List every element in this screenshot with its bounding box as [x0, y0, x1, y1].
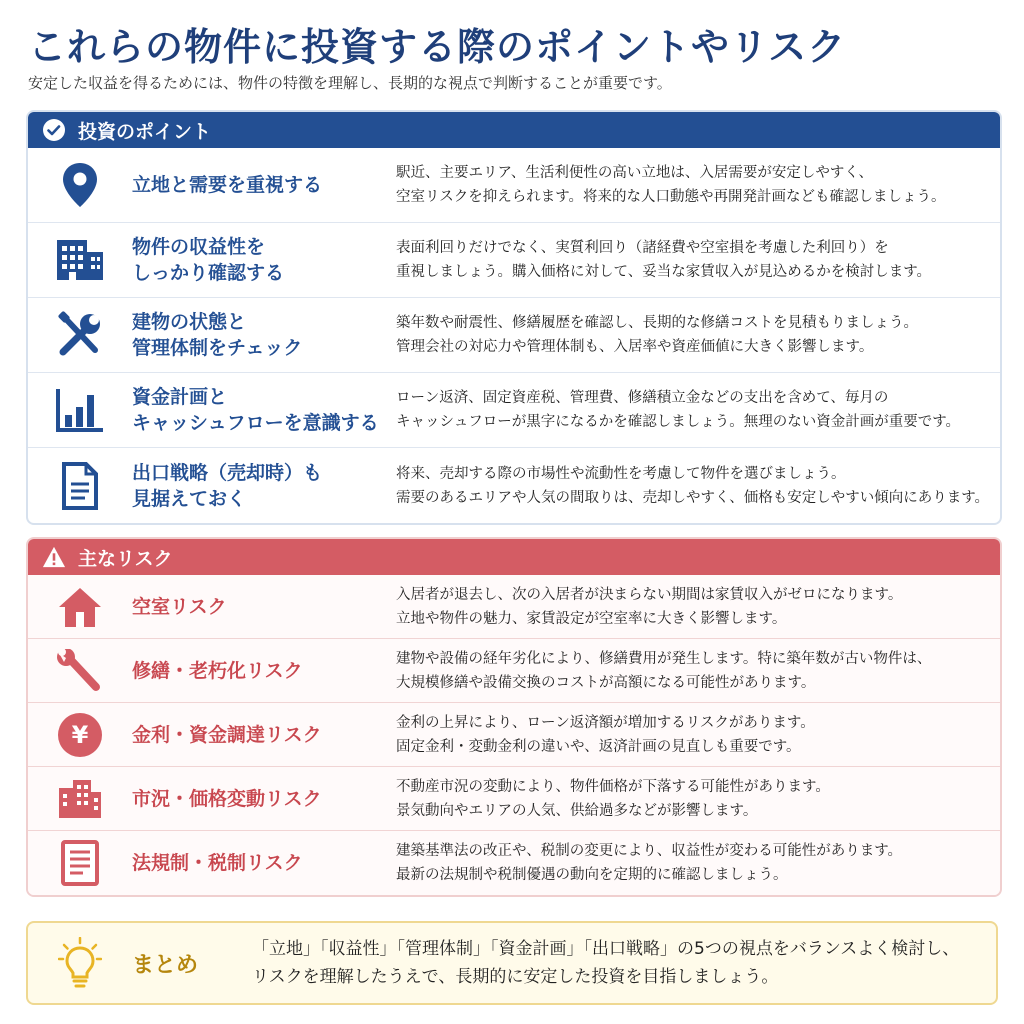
risk-row [28, 575, 1000, 639]
svg-text:¥: ¥ [71, 720, 89, 749]
investment-points-title: 投資のポイント [78, 120, 212, 143]
point-desc: 駅近、主要エリア、生活利便性の高い立地は、入居需要が安定しやすく、 空室リスクを抑えられます。将来的な人口動態や再開発計画なども確認しましょう。 [396, 165, 946, 205]
risk-title: 修繕・老朽化リスク [132, 659, 303, 682]
building-icon [28, 238, 132, 282]
risk-desc: 金利の上昇により、ローン返済額が増加するリスクがあります。 固定金利・変動金利の違いや、返済計画の見直しも重要です。 [396, 714, 815, 755]
building-icon [28, 778, 132, 820]
wrench-icon [28, 649, 132, 693]
point-row [28, 298, 1000, 373]
location-pin-icon [28, 161, 132, 209]
point-row [28, 223, 1000, 298]
risk-row [28, 767, 1000, 831]
summary-title: まとめ [132, 952, 199, 978]
page-title: これらの物件に投資する際のポイントやリスク [28, 25, 847, 69]
risk-row [28, 639, 1000, 703]
bar-chart-icon [28, 387, 132, 433]
lightbulb-icon [28, 937, 132, 989]
risk-desc: 建築基準法の改正や、税制の変更により、収益性が変わる可能性があります。 最新の法規制や税制優遇の動向を定期的に確認しましょう。 [396, 843, 903, 883]
point-desc: 将来、売却する際の市場性や流動性を考慮して物件を選びましょう。 需要のあるエリアや人気の間取りは、売却しやすく、価格も安定しやすい傾向にあります。 [396, 465, 990, 506]
risk-title: 市況・価格変動リスク [132, 787, 322, 810]
risk-row [28, 831, 1000, 895]
check-circle-icon [42, 118, 66, 142]
risk-desc: 入居者が退去し、次の入居者が決まらない期間は家賃収入がゼロになります。 立地や物件の魅力、家賃設定が空室率に大きく影響します。 [396, 586, 903, 627]
house-icon [28, 585, 132, 629]
document-icon [28, 462, 132, 510]
point-desc: ローン返済、固定資産税、管理費、修繕積立金などの支出を含めて、毎月の キャッシュフローが黒字になるかを確認しましょう。無理のない資金計画が重要です。 [396, 390, 961, 430]
warning-icon [42, 545, 66, 569]
summary-text: 「立地」「収益性」「管理体制」「資金計画」「出口戦略」の5つの視点をバランスよく検討し、 リスクを理解したうえで、長期的に安定した投資を目指しましょう。 [252, 939, 960, 987]
point-title: 立地と需要を重視する [132, 174, 323, 196]
risk-title: 法規制・税制リスク [132, 852, 303, 874]
risk-desc: 建物や設備の経年劣化により、修繕費用が発生します。特に築年数が古い物件は、 大規模修繕や設備交換のコストが高額になる可能性があります。 [396, 650, 932, 691]
risk-title: 空室リスク [132, 595, 227, 618]
point-title: 資金計画と キャッシュフローを意識する [132, 386, 379, 434]
point-row [28, 373, 1000, 448]
point-row [28, 148, 1000, 223]
investment-points-header [28, 112, 1000, 148]
page-subtitle: 安定した収益を得るためには、物件の特徴を理解し、長期的な視点で判断することが重要です。 [28, 74, 672, 92]
tools-icon [28, 310, 132, 360]
investment-points-panel [26, 110, 1002, 525]
risk-row [28, 703, 1000, 767]
risks-header [28, 539, 1000, 575]
risks-title: 主なリスク [78, 547, 173, 570]
point-title: 建物の状態と 管理体制をチェック [132, 311, 303, 359]
risks-panel [26, 537, 1002, 897]
document-icon [28, 840, 132, 886]
point-title: 出口戦略（売却時）も 見据えておく [132, 461, 323, 510]
point-desc: 築年数や耐震性、修繕履歴を確認し、長期的な修繕コストを見積もりましょう。 管理会社の対応力や管理体制も、入居率や資産価値に大きく影響します。 [396, 315, 918, 355]
point-row [28, 448, 1000, 523]
point-desc: 表面利回りだけでなく、実質利回り（諸経費や空室損を考慮した利回り）を 重視しましょう。購入価格に対して、妥当な家賃収入が見込めるかを検討します。 [396, 240, 932, 280]
risk-desc: 不動産市況の変動により、物件価格が下落する可能性があります。 景気動向やエリアの人気、供給過多などが影響します。 [396, 778, 830, 819]
yen-icon [28, 712, 132, 758]
summary-box [26, 921, 998, 1005]
point-title: 物件の収益性を しっかり確認する [132, 236, 285, 284]
risk-title: 金利・資金調達リスク [132, 723, 322, 746]
